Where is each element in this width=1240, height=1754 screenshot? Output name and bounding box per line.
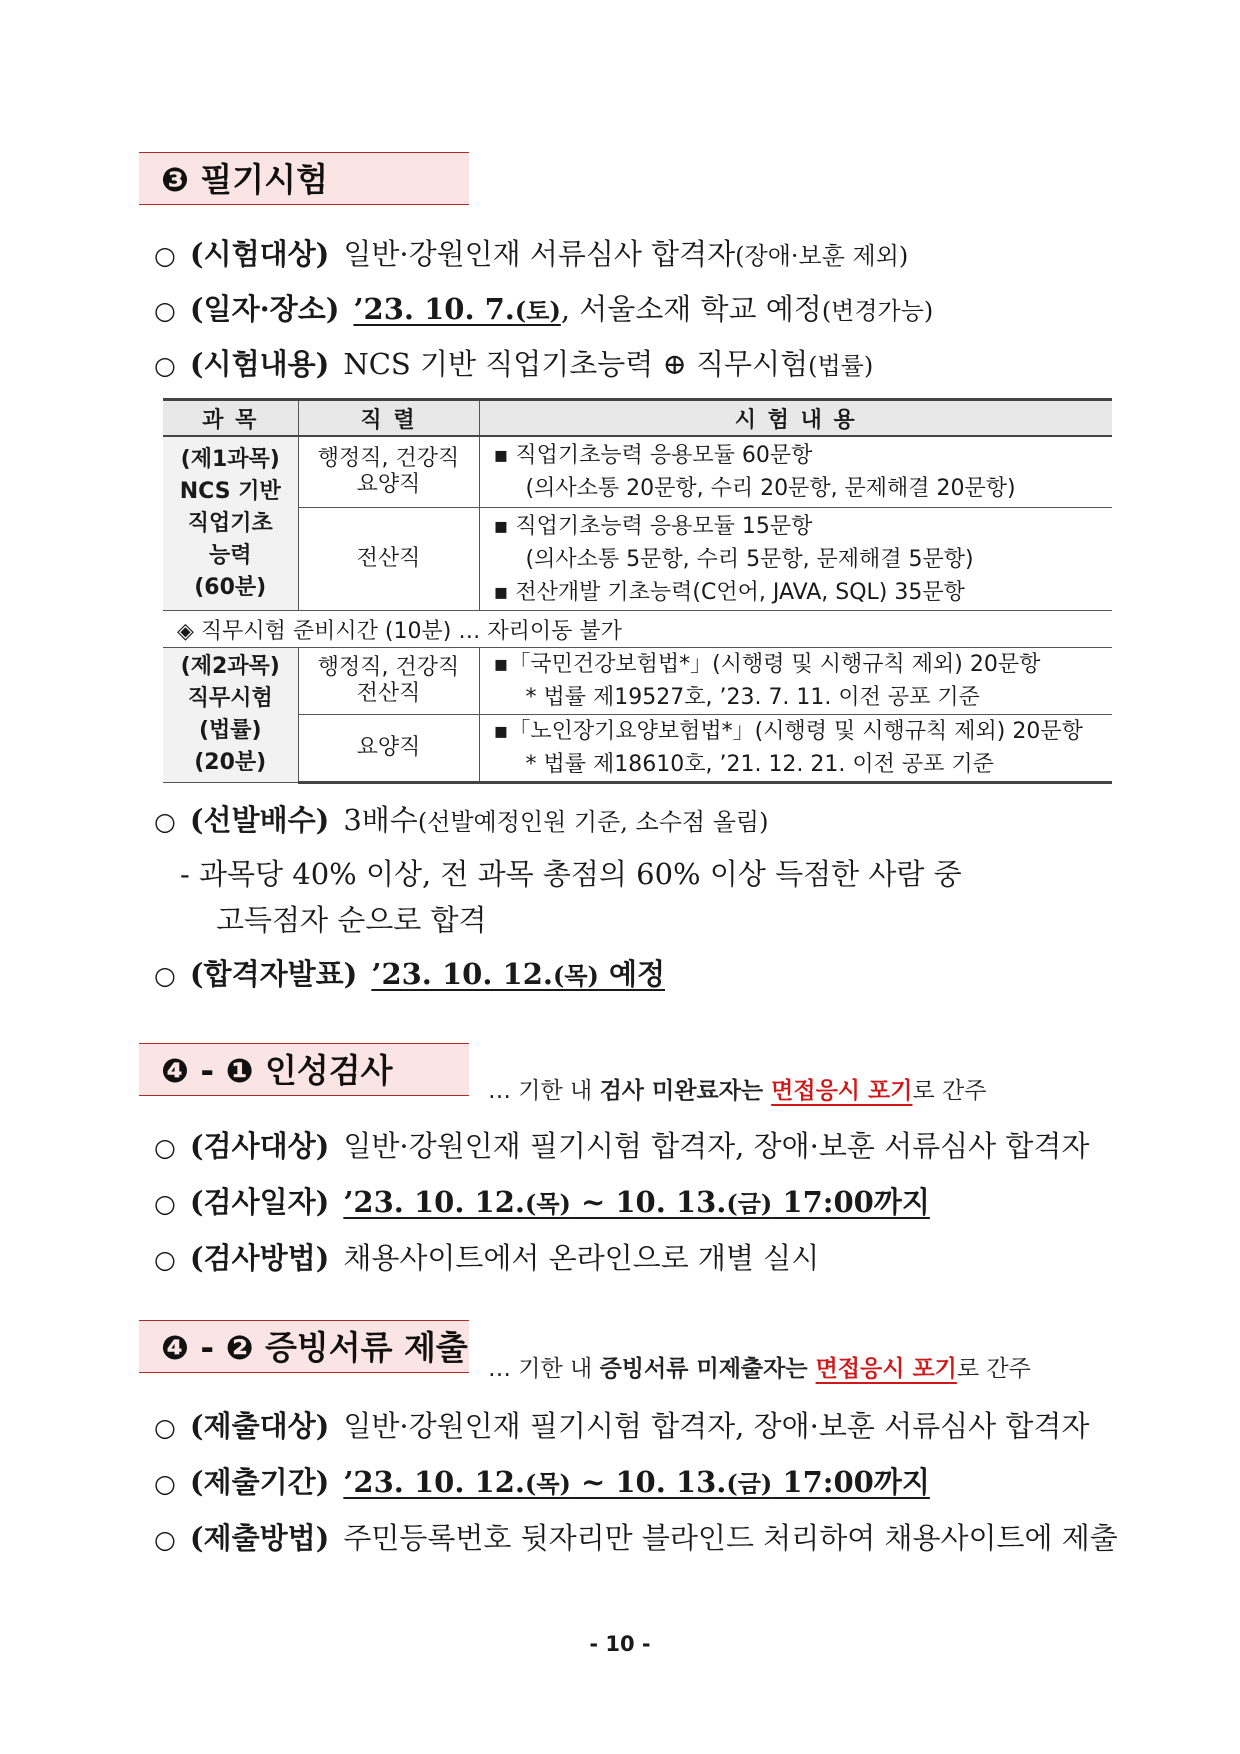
test-target-item: ○ (검사대상) 일반·강원인재 필기시험 합격자, 장애·보훈 서류심사 합격자: [154, 1129, 1090, 1163]
submit-period-item: ○ (제출기간) ’23. 10. 12.(목) ~ 10. 13.(금) 17:00까지: [154, 1465, 930, 1499]
table-row: [163, 508, 1112, 611]
table-row: [163, 715, 1112, 783]
header-subject: 과 목: [163, 400, 298, 437]
prep-time-row: [163, 611, 1112, 648]
section-title-documents: ❹ - ❷ 증빙서류 제출: [139, 1320, 469, 1373]
selection-criteria-line: 고득점자 순으로 합격: [216, 903, 487, 937]
test-method-item: ○ (검사방법) 채용사이트에서 온라인으로 개별 실시: [154, 1241, 820, 1275]
content-cell: ▪「노인장기요양보험법*」(시행령 및 시행규칙 제외) 20문항 * 법률 제18610호, ’21. 12. 21. 이전 공포 기준: [479, 715, 1112, 783]
section-title-written-exam: ❸ 필기시험: [139, 152, 469, 205]
section-title-personality-test: ❹ - ❶ 인성검사: [139, 1043, 469, 1096]
prep-time-cell: ◈ 직무시험 준비시간 (10분) … 자리이동 불가: [163, 611, 1112, 648]
subject-2-cell: (제2과목) 직무시험 (법률) (20분): [163, 648, 298, 783]
exam-date-place-item: ○ (일자·장소) ’23. 10. 7.(토), 서울소재 학교 예정(변경가능): [154, 292, 934, 326]
selection-multiple-item: ○ (선발배수) 3배수(선발예정인원 기준, 소수점 올림): [154, 803, 769, 837]
table-row: [163, 436, 1112, 508]
personality-test-note: … 기한 내 검사 미완료자는 면접응시 포기로 간주: [488, 1078, 987, 1104]
position-cell: 전산직: [298, 508, 479, 611]
documents-note: … 기한 내 증빙서류 미제출자는 면접응시 포기로 간주: [488, 1356, 1031, 1382]
page-number: - 10 -: [589, 1632, 651, 1656]
table-header-row: [163, 400, 1112, 437]
content-cell: ▪ 직업기초능력 응용모듈 60문항 (의사소통 20문항, 수리 20문항, 문제해결 20문항): [479, 436, 1112, 508]
exam-content-table: [163, 398, 1112, 784]
position-cell: 행정직, 건강직 요양직: [298, 436, 479, 508]
content-cell: ▪ 직업기초능력 응용모듈 15문항 (의사소통 5문항, 수리 5문항, 문제해결 5문항) ▪ 전산개발 기초능력(C언어, JAVA, SQL) 35문항: [479, 508, 1112, 611]
exam-target-item: ○ (시험대상) 일반·강원인재 서류심사 합격자(장애·보훈 제외): [154, 237, 909, 271]
content-cell: ▪「국민건강보험법*」(시행령 및 시행규칙 제외) 20문항 * 법률 제19527호, ’23. 7. 11. 이전 공포 기준: [479, 648, 1112, 715]
subject-1-cell: (제1과목) NCS 기반 직업기초 능력 (60분): [163, 436, 298, 611]
submit-target-item: ○ (제출대상) 일반·강원인재 필기시험 합격자, 장애·보훈 서류심사 합격자: [154, 1409, 1090, 1443]
position-cell: 행정직, 건강직 전산직: [298, 648, 479, 715]
position-cell: 요양직: [298, 715, 479, 783]
test-date-item: ○ (검사일자) ’23. 10. 12.(목) ~ 10. 13.(금) 17:00까지: [154, 1185, 930, 1219]
selection-criteria-line: - 과목당 40% 이상, 전 과목 총점의 60% 이상 득점한 사람 중: [180, 857, 962, 891]
table-row: [163, 648, 1112, 715]
announcement-item: ○ (합격자발표) ’23. 10. 12.(목) 예정: [154, 957, 666, 991]
submit-method-item: ○ (제출방법) 주민등록번호 뒷자리만 블라인드 처리하여 채용사이트에 제출: [154, 1521, 1118, 1555]
header-position: 직 렬: [298, 400, 479, 437]
exam-content-item: ○ (시험내용) NCS 기반 직업기초능력 ⊕ 직무시험(법률): [154, 347, 874, 381]
header-content: 시 험 내 용: [479, 400, 1112, 437]
